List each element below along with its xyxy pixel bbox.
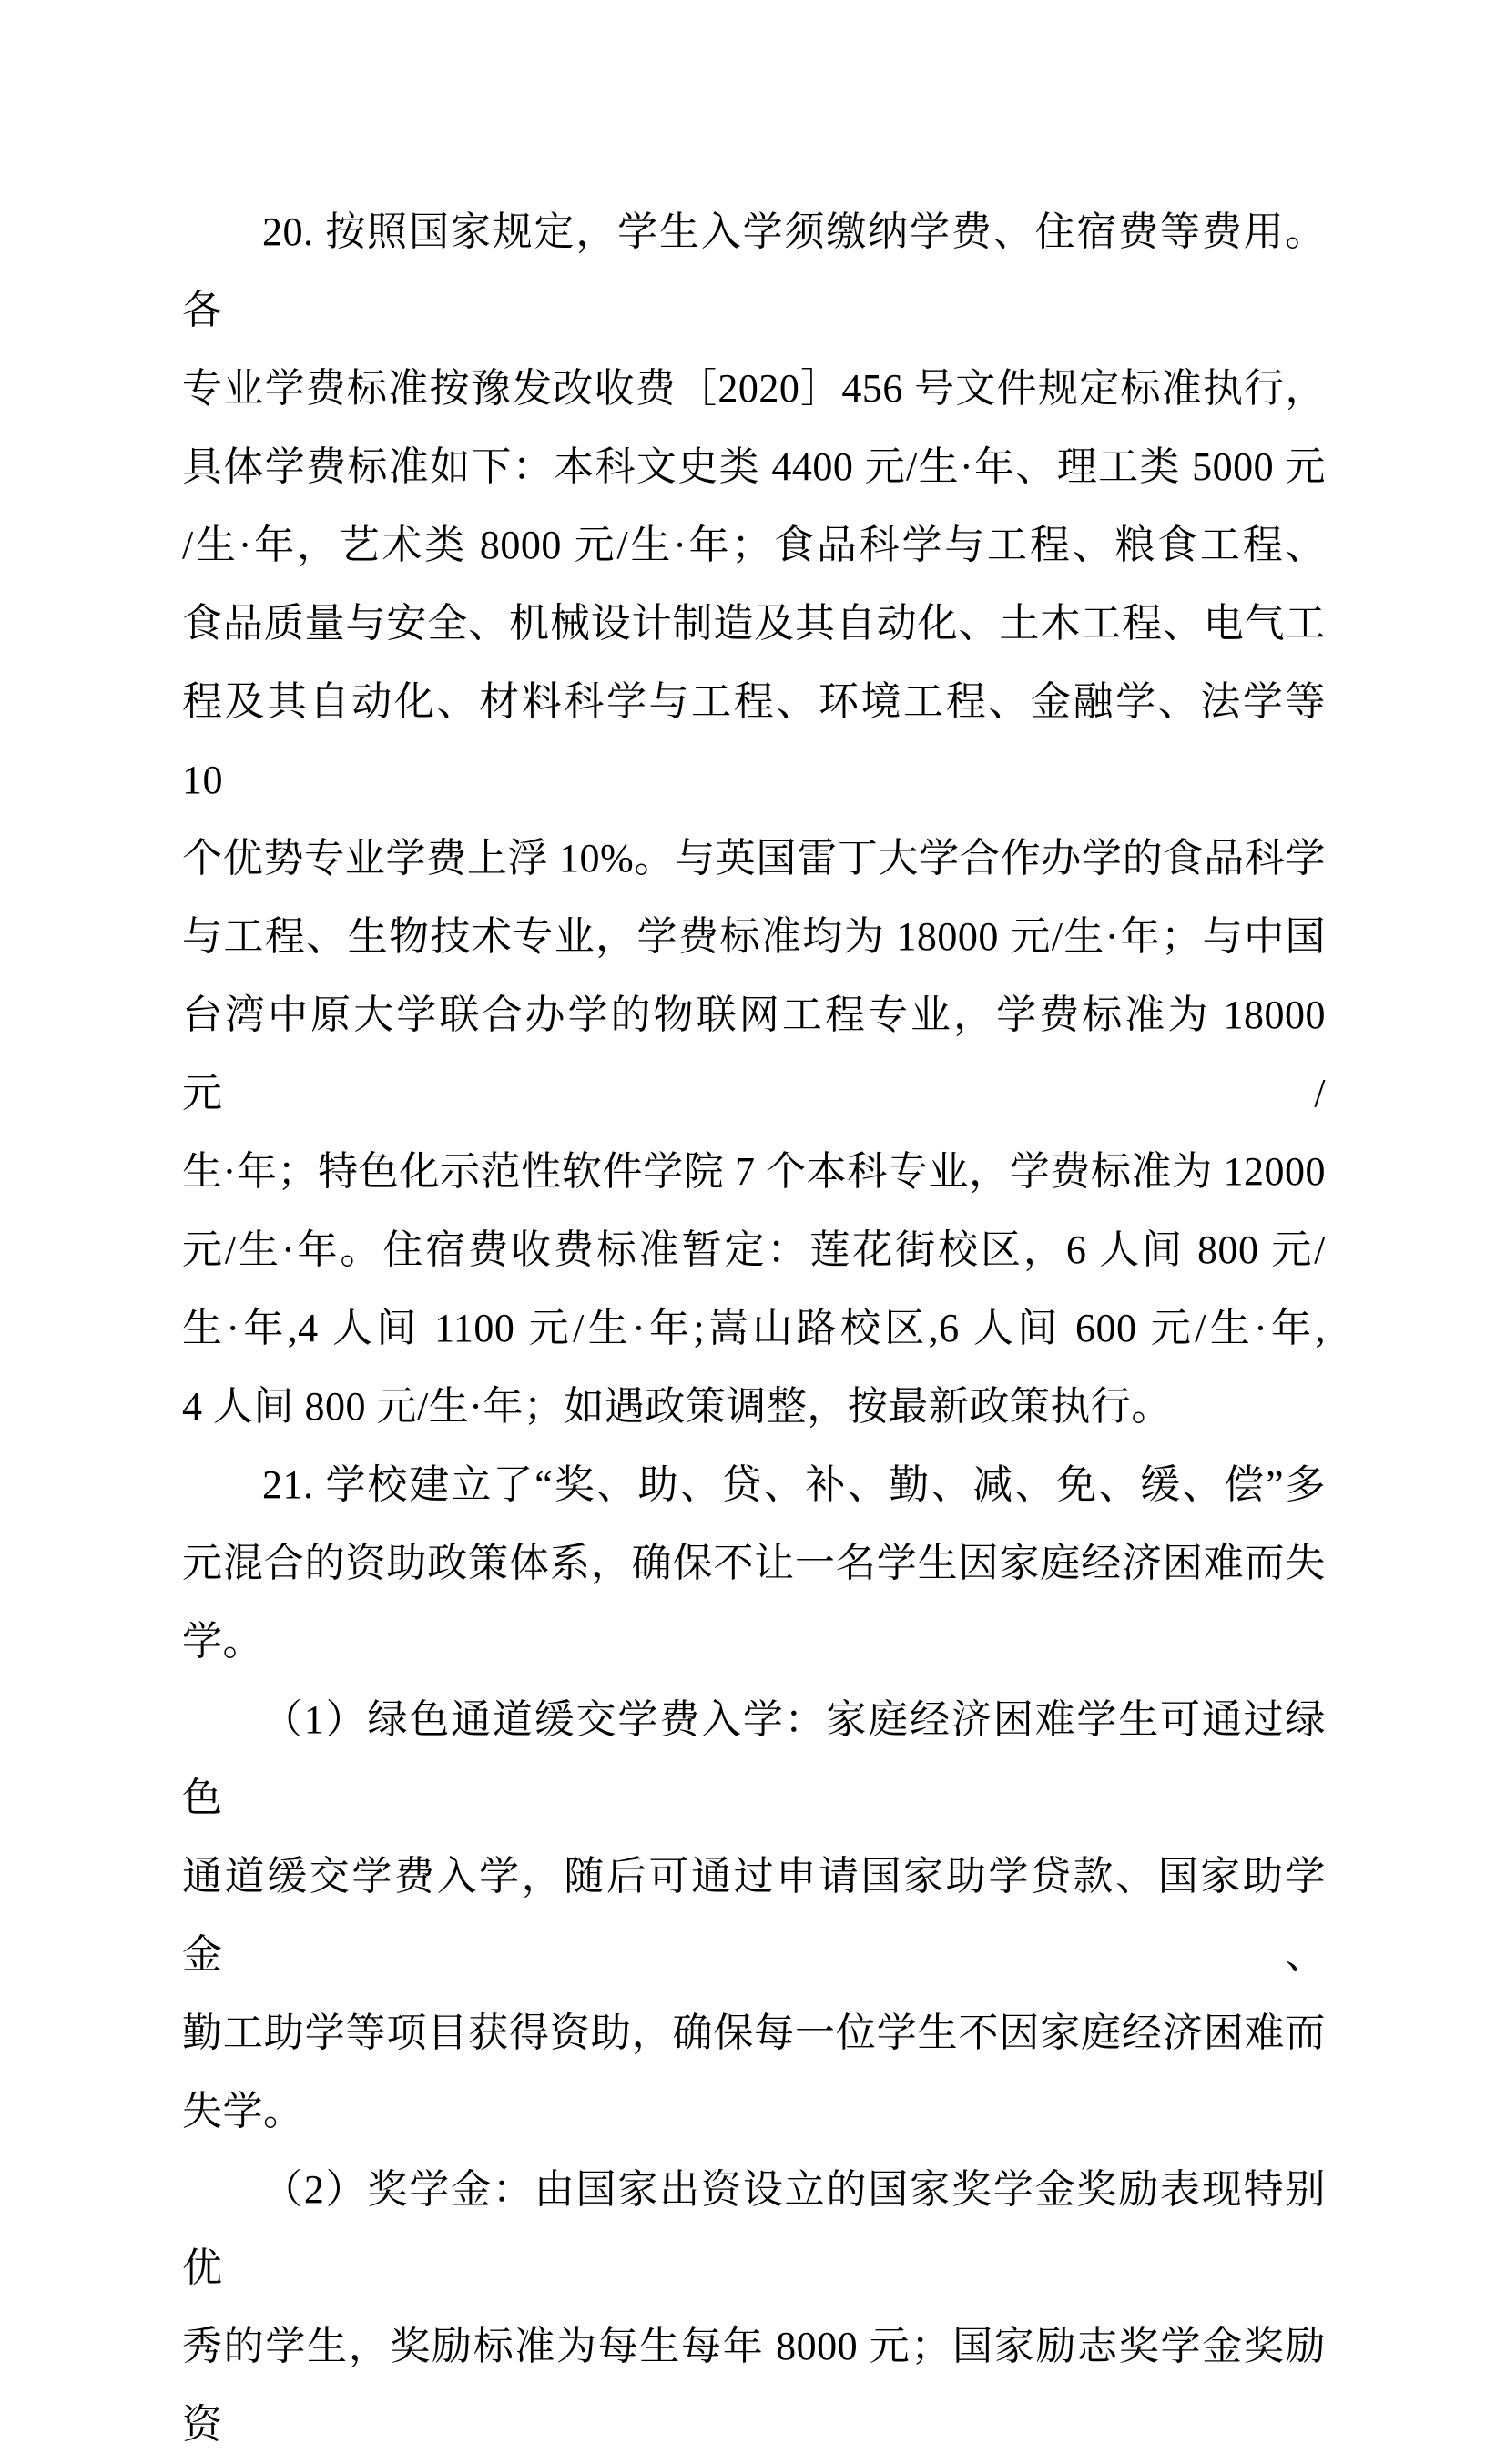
text-line: 20. 按照国家规定，学生入学须缴纳学费、住宿费等费用。各 xyxy=(182,209,1326,332)
text-line: 21. 学校建立了“奖、助、贷、补、勤、减、免、缓、偿”多 xyxy=(262,1462,1326,1507)
text-line: 与工程、生物技术专业，学费标准均为 18000 元/生·年；与中国 xyxy=(182,914,1326,959)
paragraph-item-21-sub1 xyxy=(182,1681,1326,2151)
text-line: /生·年，艺术类 8000 元/生·年；食品科学与工程、粮食工程、 xyxy=(182,523,1326,567)
text-line: 生·年,4 人间 1100 元/生·年;嵩山路校区,6 人间 600 元/生·年, xyxy=(182,1306,1326,1350)
text-line: 程及其自动化、材料科学与工程、环境工程、金融学、法学等 10 xyxy=(182,679,1326,802)
text-line: （1）绿色通道缓交学费入学：家庭经济困难学生可通过绿色 xyxy=(182,1697,1326,1820)
text-line: 失学。 xyxy=(182,2089,304,2133)
paragraph-item-21-sub2 xyxy=(182,2151,1326,2464)
text-line: 具体学费标准如下：本科文史类 4400 元/生·年、理工类 5000 元 xyxy=(182,444,1326,489)
text-line: 食品质量与安全、机械设计制造及其自动化、土木工程、电气工 xyxy=(182,601,1326,646)
text-line: 专业学费标准按豫发改收费［2020］456 号文件规定标准执行， xyxy=(182,366,1326,411)
text-line: 通道缓交学费入学，随后可通过申请国家助学贷款、国家助学金、 xyxy=(182,1854,1326,1977)
text-line: 4 人间 800 元/生·年；如遇政策调整，按最新政策执行。 xyxy=(182,1384,1172,1429)
text-line: （2）奖学金：由国家出资设立的国家奖学金奖励表现特别优 xyxy=(182,2167,1326,2290)
document-text-block xyxy=(182,193,1326,2464)
text-line: 台湾中原大学联合办学的物联网工程专业，学费标准为 18000 元/ xyxy=(182,993,1326,1115)
text-line: 元混合的资助政策体系，确保不让一名学生因家庭经济困难而失 xyxy=(182,1541,1326,1585)
text-line: 个优势专业学费上浮 10%。与英国雷丁大学合作办学的食品科学 xyxy=(182,836,1326,881)
text-line: 学。 xyxy=(182,1619,263,1664)
text-line: 元/生·年。住宿费收费标准暂定：莲花街校区，6 人间 800 元/ xyxy=(182,1227,1326,1272)
text-line: 秀的学生，奖励标准为每生每年 8000 元；国家励志奖学金奖励资 xyxy=(182,2324,1326,2447)
paragraph-item-20 xyxy=(182,193,1326,1446)
text-line: 勤工助学等项目获得资助，确保每一位学生不因家庭经济困难而 xyxy=(182,2011,1326,2055)
paragraph-item-21 xyxy=(182,1446,1326,1681)
text-line: 生·年；特色化示范性软件学院 7 个本科专业，学费标准为 12000 xyxy=(182,1149,1326,1194)
